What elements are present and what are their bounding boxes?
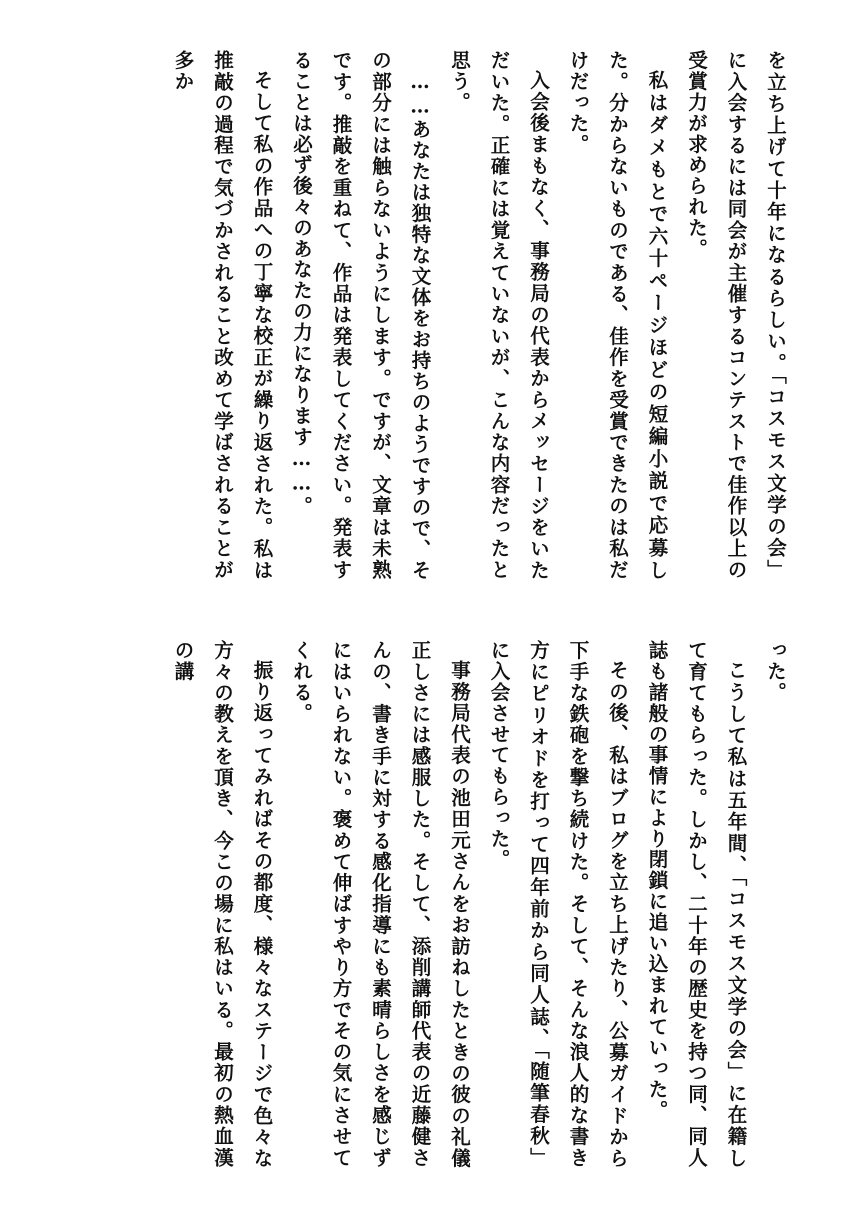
paragraph: 入会後まもなく、事務局の代表からメッセージをいただいた。正確には覚えていないが、こんな内容だったと思う。 bbox=[448, 50, 550, 580]
paragraph: こうして私は五年間、「コスモス文学の会」に在籍して育てもらった。しかし、二十年の歴史を持つ同、同人誌も諸般の事情により閉鎖に追い込まれていった。 bbox=[645, 640, 748, 1168]
lower-text-block bbox=[70, 640, 795, 1168]
paragraph: 振り返ってみればその都度、様々なステージで色々な方々の教えを頂き、今この場に私はいる。最初の熱血漢の講 bbox=[171, 640, 274, 1168]
upper-text-block bbox=[70, 50, 795, 580]
paragraph: 私はダメもとで六十ページほどの短編小説で応募した。分からないものである、佳作を受賞できたのは私だけだった。 bbox=[566, 50, 669, 580]
paragraph: を立ち上げて十年になるらしい。「コスモス文学の会」に入会するには同会が主催するコンテストで佳作以上の受賞力が求められた。 bbox=[685, 50, 787, 580]
paragraph: そして私の作品への丁寧な校正が繰り返された。私は推敲の過程で気づかされること改めて学ばされることが多か bbox=[171, 50, 274, 580]
paragraph: 事務局代表の池田元さんをお訪ねしたときの彼の礼儀正しさには感服した。そして、添削講師代表の近藤健さんの、書き手に対する感化指導にも素晴らしさを感じずにはいられない。褒めて伸ばすやり方でその気にさせてくれる。 bbox=[290, 640, 471, 1168]
paragraph: った。 bbox=[764, 640, 787, 703]
paragraph: ……あなたは独特な文体をお持ちのようですので、その部分には触らないようにします。ですが、文章は未熟です。推敲を重ねて、作品は発表してください。発表することは必ず後々のあなたの力になります……。 bbox=[290, 50, 432, 580]
paragraph: その後、私はブログを立ち上げたり、公募ガイドから下手な鉄砲を撃ち続けた。そして、そんな浪人的な書き方にピリオドを打って四年前から同人誌、「随筆春秋」に入会させてもらった。 bbox=[487, 640, 629, 1168]
